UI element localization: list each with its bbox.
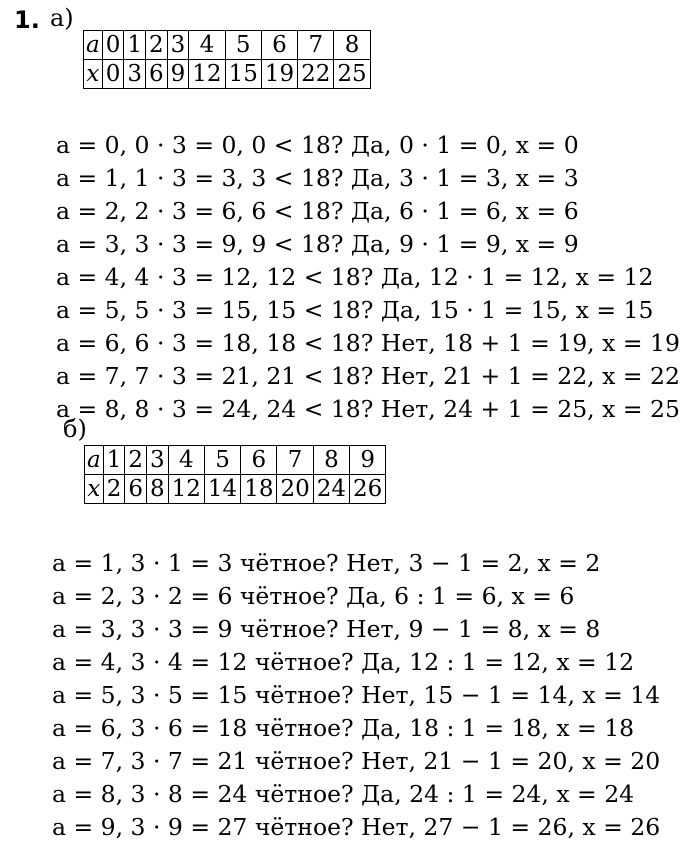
- table-cell: 9: [350, 446, 386, 475]
- table-cell: 3: [147, 446, 169, 475]
- solution-line: a = 0, 0 · 3 = 0, 0 < 18? Да, 0 · 1 = 0, x = 0: [56, 131, 579, 159]
- table-cell: 14: [204, 475, 240, 504]
- table-cell: 2: [146, 31, 168, 60]
- table-cell: a: [85, 446, 104, 475]
- table-cell: 8: [334, 31, 370, 60]
- table-cell: 5: [225, 31, 261, 60]
- table-cell: 18: [241, 475, 277, 504]
- solution-line: a = 4, 3 · 4 = 12 чётное? Да, 12 : 1 = 12, x = 12: [52, 648, 635, 676]
- solution-line: a = 6, 3 · 6 = 18 чётное? Да, 18 : 1 = 18, x = 18: [52, 714, 635, 742]
- table-cell: 7: [277, 446, 313, 475]
- solution-line: a = 9, 3 · 9 = 27 чётное? Нет, 27 − 1 = 26, x = 26: [52, 813, 661, 841]
- problem-number: 1.: [14, 6, 40, 34]
- table-cell: 8: [147, 475, 169, 504]
- table-cell: 19: [261, 60, 297, 89]
- part-b-label: б): [63, 415, 87, 443]
- solution-line: a = 2, 2 · 3 = 6, 6 < 18? Да, 6 · 1 = 6, x = 6: [56, 197, 579, 225]
- solution-line: a = 2, 3 · 2 = 6 чётное? Да, 6 : 1 = 6, x = 6: [52, 582, 575, 610]
- table-cell: 6: [146, 60, 168, 89]
- table-cell: 7: [298, 31, 334, 60]
- part-b-solution-lines: [52, 547, 660, 844]
- table-cell: 4: [189, 31, 225, 60]
- part-a-table: [83, 30, 371, 89]
- table-cell: 15: [225, 60, 261, 89]
- table-cell: 1: [124, 31, 146, 60]
- solution-line: a = 1, 1 · 3 = 3, 3 < 18? Да, 3 · 1 = 3, x = 3: [56, 164, 579, 192]
- table-cell: 2: [125, 446, 147, 475]
- solution-line: a = 3, 3 · 3 = 9 чётное? Нет, 9 − 1 = 8, x = 8: [52, 615, 601, 643]
- table-cell: 5: [204, 446, 240, 475]
- solution-line: a = 3, 3 · 3 = 9, 9 < 18? Да, 9 · 1 = 9, x = 9: [56, 230, 579, 258]
- table-cell: 8: [313, 446, 349, 475]
- part-b-table: [84, 445, 386, 504]
- table-cell: 4: [168, 446, 204, 475]
- solution-line: a = 8, 8 · 3 = 24, 24 < 18? Нет, 24 + 1 = 25, x = 25: [56, 395, 680, 423]
- table-cell: 12: [189, 60, 225, 89]
- solution-line: a = 7, 7 · 3 = 21, 21 < 18? Нет, 21 + 1 = 22, x = 22: [56, 362, 680, 390]
- table-cell: 12: [168, 475, 204, 504]
- solution-line: a = 7, 3 · 7 = 21 чётное? Нет, 21 − 1 = 20, x = 20: [52, 747, 661, 775]
- table-cell: a: [84, 31, 103, 60]
- table-cell: 9: [167, 60, 189, 89]
- table-cell: 3: [124, 60, 146, 89]
- table-cell: 24: [313, 475, 349, 504]
- part-a-table-row-a: [84, 31, 371, 60]
- table-cell: 0: [102, 60, 124, 89]
- table-cell: 22: [298, 60, 334, 89]
- part-a-label: а): [50, 4, 74, 32]
- solution-line: a = 8, 3 · 8 = 24 чётное? Да, 24 : 1 = 24, x = 24: [52, 780, 635, 808]
- part-a-solution-lines: [56, 129, 680, 426]
- table-cell: 6: [125, 475, 147, 504]
- table-cell: 25: [334, 60, 370, 89]
- part-b-table-row-x: [85, 475, 386, 504]
- table-cell: 6: [241, 446, 277, 475]
- part-b-table-row-a: [85, 446, 386, 475]
- table-cell: 3: [167, 31, 189, 60]
- table-cell: x: [85, 475, 104, 504]
- solution-line: a = 1, 3 · 1 = 3 чётное? Нет, 3 − 1 = 2, x = 2: [52, 549, 601, 577]
- table-cell: 2: [103, 475, 125, 504]
- table-cell: 1: [103, 446, 125, 475]
- solution-line: a = 5, 3 · 5 = 15 чётное? Нет, 15 − 1 = 14, x = 14: [52, 681, 661, 709]
- table-cell: x: [84, 60, 103, 89]
- solution-line: a = 6, 6 · 3 = 18, 18 < 18? Нет, 18 + 1 = 19, x = 19: [56, 329, 680, 357]
- table-cell: 6: [261, 31, 297, 60]
- part-a-table-row-x: [84, 60, 371, 89]
- solution-line: a = 5, 5 · 3 = 15, 15 < 18? Да, 15 · 1 = 15, x = 15: [56, 296, 654, 324]
- solution-line: a = 4, 4 · 3 = 12, 12 < 18? Да, 12 · 1 = 12, x = 12: [56, 263, 654, 291]
- table-cell: 0: [102, 31, 124, 60]
- table-cell: 20: [277, 475, 313, 504]
- table-cell: 26: [350, 475, 386, 504]
